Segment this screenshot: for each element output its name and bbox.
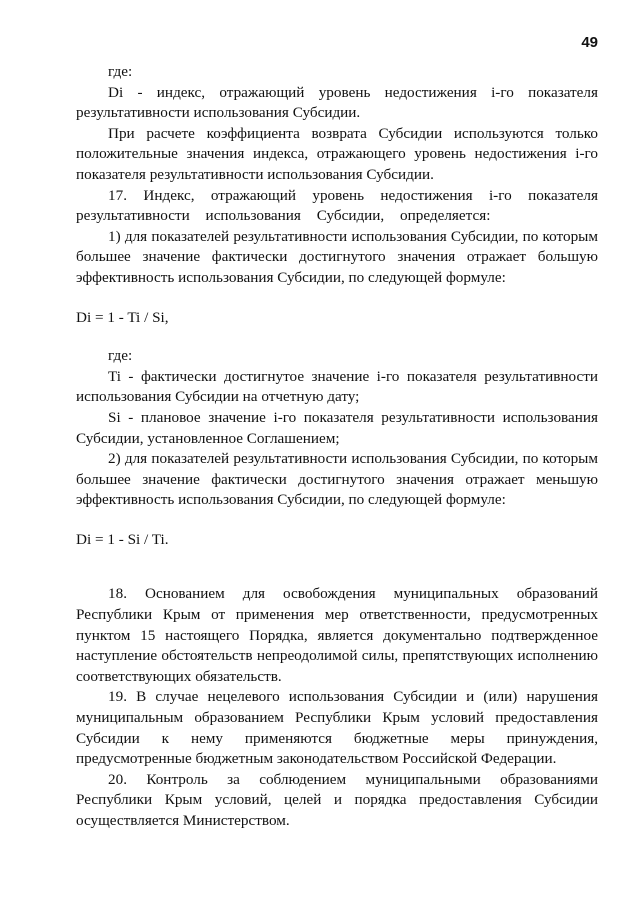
paragraph-17-item-2: 2) для показателей результативности использования Субсидии, по которым большее значение фактически достигнутого значения отражает меньшую эффективность использования Субсидии, по следующей формуле:: [76, 450, 598, 509]
paragraph-18: 18. Основанием для освобождения муниципальных образований Республики Крым от применения мер ответственности, предусмотренных пунктом 15 настоящего Порядка, является документально подтвержденное наступление обстоятельств непреодолимой силы, препятствующих исполнению соответствующих обязательств.: [76, 585, 598, 685]
page-number: 49: [581, 34, 598, 51]
paragraph-positive-values: При расчете коэффициента возврата Субсидии используются только положительные значения индекса, отражающего уровень недостижения i-го показателя результативности использования Субсидии.: [76, 124, 598, 183]
paragraph-17: 17. Индекс, отражающий уровень недостижения i-го показателя результативности использования Субсидии, определяется:: [76, 186, 598, 225]
where-label-2: где:: [108, 347, 133, 365]
paragraph-20: 20. Контроль за соблюдением муниципальными образованиями Республики Крым условий, целей и порядка предоставления Субсидии осуществляется Министерством.: [76, 770, 598, 829]
document-body: [76, 62, 598, 832]
paragraph-ti-definition: Ti - фактически достигнутое значение i-го показателя результативности использования Субсидии на отчетную дату;: [76, 367, 598, 406]
paragraph-19: 19. В случае нецелевого использования Субсидии и (или) нарушения муниципальным образованием Республики Крым условий предоставления Субсидии к нему применяются бюджетные меры принуждения, предусмотренные бюджетным законодательством Российской Федерации.: [76, 688, 598, 768]
where-label: где:: [108, 63, 133, 80]
formula-1: Di = 1 - Ti / Si,: [76, 308, 169, 326]
formula-2: Di = 1 - Si / Ti.: [76, 530, 169, 548]
paragraph-si-definition: Si - плановое значение i-го показателя результативности использования Субсидии, установленное Соглашением;: [76, 408, 598, 447]
paragraph-di-definition: Di - индекс, отражающий уровень недостижения i-го показателя результативности использования Субсидии.: [76, 83, 598, 122]
paragraph-17-item-1: 1) для показателей результативности использования Субсидии, по которым большее значение фактически достигнутого значения отражает большую эффективность использования Субсидии, по следующей формуле:: [76, 227, 598, 286]
